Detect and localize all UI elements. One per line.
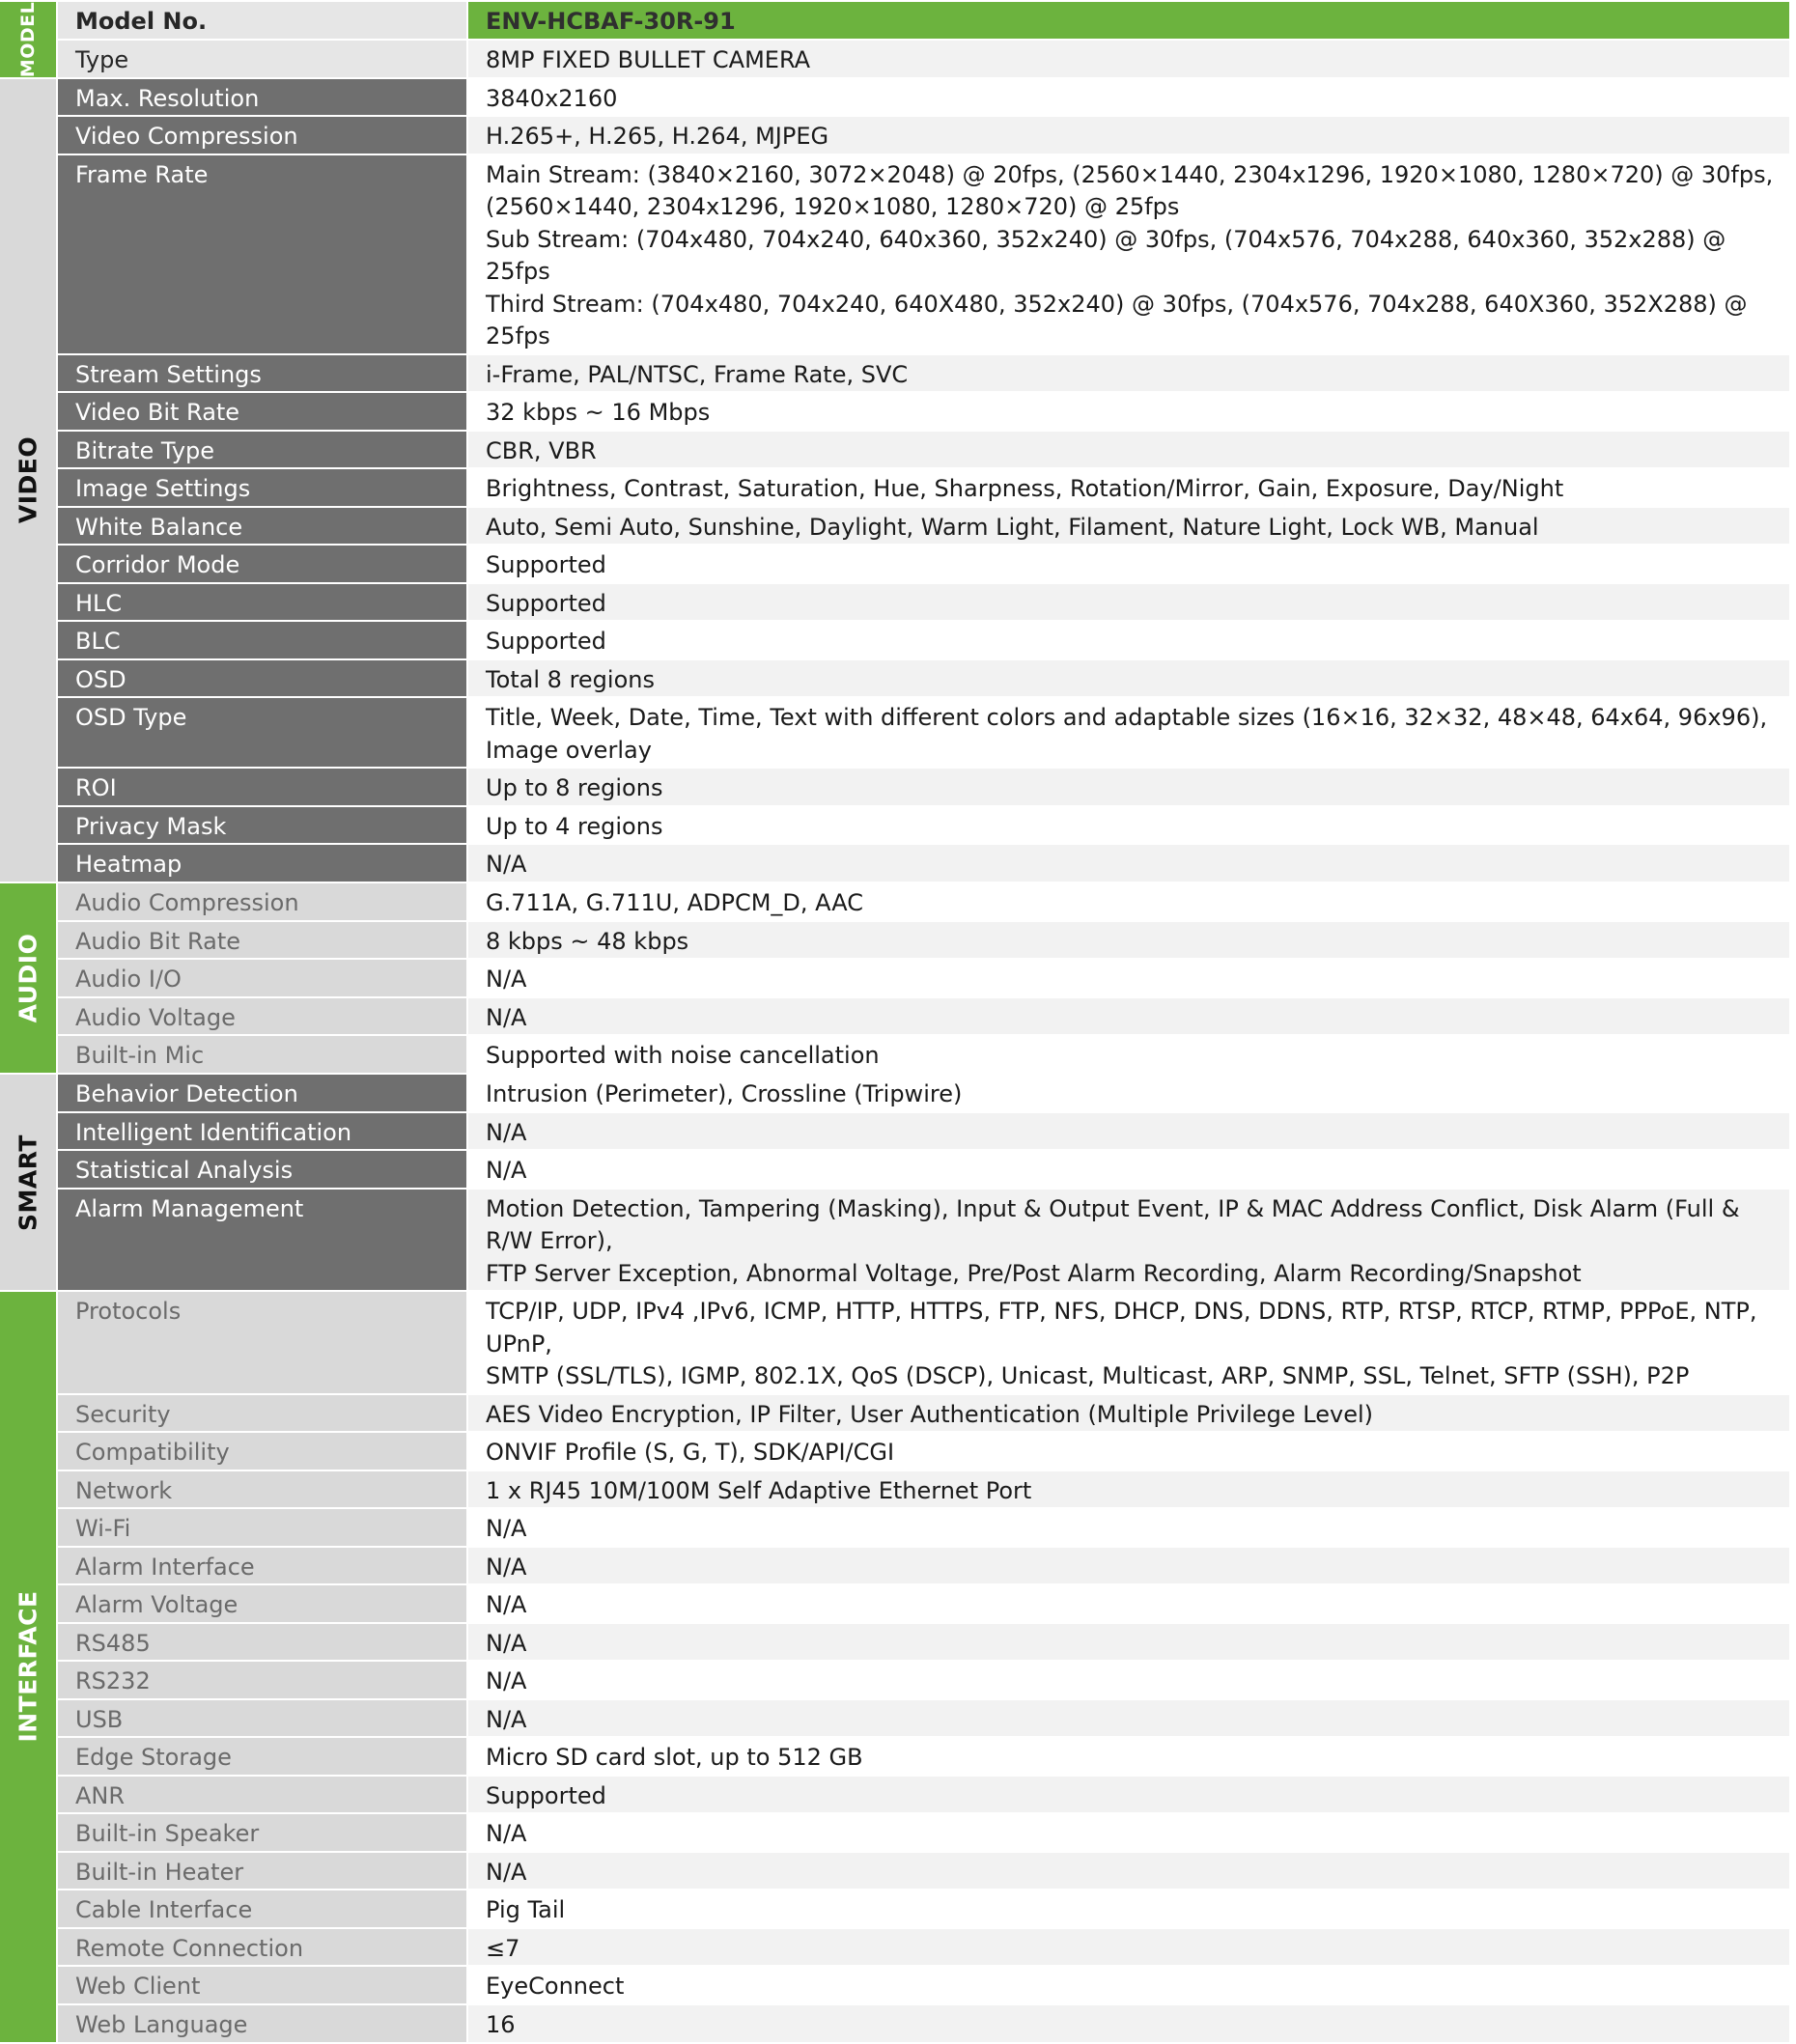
section-model xyxy=(0,2,1789,79)
spec-name: Privacy Mask xyxy=(58,807,468,844)
section-label-text: VIDEO xyxy=(14,436,42,524)
section-label xyxy=(0,1075,58,1290)
spec-row xyxy=(58,1075,1789,1113)
spec-value-line: N/A xyxy=(486,1515,527,1542)
spec-row xyxy=(58,155,1789,355)
spec-value-line: Micro SD card slot, up to 512 GB xyxy=(486,1744,863,1771)
section-label xyxy=(0,883,58,1073)
spec-value xyxy=(468,1890,1789,1927)
spec-value xyxy=(468,1853,1789,1890)
section-rows xyxy=(58,1292,1789,2042)
spec-row xyxy=(58,1433,1789,1471)
spec-row xyxy=(58,1738,1789,1777)
spec-value xyxy=(468,1433,1789,1470)
spec-value xyxy=(468,117,1789,154)
spec-row xyxy=(58,1585,1789,1624)
spec-name: BLC xyxy=(58,622,468,658)
spec-value-line: ENV-HCBAF-30R-91 xyxy=(486,8,736,35)
spec-name: Corridor Mode xyxy=(58,546,468,582)
spec-value-line: ONVIF Profile (S, G, T), SDK/API/CGI xyxy=(486,1439,895,1466)
spec-value xyxy=(468,660,1789,697)
spec-row xyxy=(58,769,1789,807)
spec-value-line: N/A xyxy=(486,851,527,878)
spec-value-line: Up to 8 regions xyxy=(486,774,663,801)
spec-row xyxy=(58,1151,1789,1190)
spec-value-line: Brightness, Contrast, Saturation, Hue, Sharpness, Rotation/Mirror, Gain, Exposure, Day/Night xyxy=(486,475,1564,502)
spec-name: Video Bit Rate xyxy=(58,393,468,430)
spec-row xyxy=(58,2005,1789,2042)
spec-name: Network xyxy=(58,1471,468,1508)
spec-value-line: 1 x RJ45 10M/100M Self Adaptive Ethernet Port xyxy=(486,1476,1032,1504)
spec-value-line: Motion Detection, Tampering (Masking), Input & Output Event, IP & MAC Address Conflict, Disk Alarm (Full & R/W Error), xyxy=(486,1194,1740,1254)
spec-name: Security xyxy=(58,1395,468,1432)
spec-value-line: Supported xyxy=(486,551,606,578)
spec-name: OSD Type xyxy=(58,698,468,767)
spec-value xyxy=(468,807,1789,844)
spec-value-line: N/A xyxy=(486,966,527,993)
spec-value-line: N/A xyxy=(486,1118,527,1146)
spec-value xyxy=(468,922,1789,959)
spec-row xyxy=(58,393,1789,432)
spec-value xyxy=(468,469,1789,506)
spec-value xyxy=(468,41,1789,77)
spec-value xyxy=(468,79,1789,116)
spec-name: Cable Interface xyxy=(58,1890,468,1927)
spec-value-line: Supported xyxy=(486,628,606,655)
spec-name: Image Settings xyxy=(58,469,468,506)
spec-name: OSD xyxy=(58,660,468,697)
spec-value xyxy=(468,355,1789,392)
spec-name: Audio Bit Rate xyxy=(58,922,468,959)
section-audio xyxy=(0,883,1789,1075)
spec-value xyxy=(468,1151,1789,1188)
spec-name: ANR xyxy=(58,1777,468,1813)
spec-row xyxy=(58,1967,1789,2005)
spec-name: Stream Settings xyxy=(58,355,468,392)
spec-value-line: N/A xyxy=(486,1591,527,1618)
spec-value xyxy=(468,1471,1789,1508)
spec-value xyxy=(468,546,1789,582)
section-rows xyxy=(58,79,1789,882)
spec-row xyxy=(58,1036,1789,1073)
spec-value-line: EyeConnect xyxy=(486,1973,625,2000)
spec-value xyxy=(468,883,1789,920)
spec-name: Model No. xyxy=(58,2,468,39)
spec-name: Web Client xyxy=(58,1967,468,2003)
spec-row xyxy=(58,1113,1789,1152)
spec-name: Protocols xyxy=(58,1292,468,1393)
spec-row xyxy=(58,1395,1789,1434)
spec-row xyxy=(58,1777,1789,1815)
spec-row xyxy=(58,355,1789,394)
spec-value xyxy=(468,1700,1789,1737)
spec-row xyxy=(58,845,1789,882)
spec-name: Remote Connection xyxy=(58,1929,468,1966)
spec-value-line: N/A xyxy=(486,1003,527,1031)
section-label xyxy=(0,79,58,882)
spec-row xyxy=(58,998,1789,1037)
spec-name: Wi-Fi xyxy=(58,1509,468,1546)
spec-value xyxy=(468,1814,1789,1851)
spec-value-line: 3840x2160 xyxy=(486,84,618,112)
spec-name: HLC xyxy=(58,584,468,621)
spec-value xyxy=(468,769,1789,805)
spec-value-line: ≤7 xyxy=(486,1934,520,1962)
spec-name: Built-in Mic xyxy=(58,1036,468,1073)
spec-value-line: N/A xyxy=(486,1553,527,1581)
spec-row xyxy=(58,1700,1789,1739)
spec-value xyxy=(468,998,1789,1035)
spec-name: Alarm Voltage xyxy=(58,1585,468,1622)
spec-value-line: Supported with noise cancellation xyxy=(486,1042,880,1069)
spec-value-line: Total 8 regions xyxy=(486,665,655,693)
spec-value xyxy=(468,393,1789,430)
spec-value-line: i-Frame, PAL/NTSC, Frame Rate, SVC xyxy=(486,360,909,388)
spec-value-line: 8MP FIXED BULLET CAMERA xyxy=(486,45,811,73)
section-label xyxy=(0,2,58,77)
spec-name: Statistical Analysis xyxy=(58,1151,468,1188)
spec-name: Edge Storage xyxy=(58,1738,468,1775)
spec-row xyxy=(58,660,1789,699)
spec-value xyxy=(468,1395,1789,1432)
spec-value xyxy=(468,622,1789,658)
spec-row xyxy=(58,584,1789,623)
spec-value-line: Auto, Semi Auto, Sunshine, Daylight, Warm Light, Filament, Nature Light, Lock WB, Manual xyxy=(486,513,1539,541)
spec-name: RS232 xyxy=(58,1662,468,1698)
spec-name: Audio Voltage xyxy=(58,998,468,1035)
spec-value-line: N/A xyxy=(486,1157,527,1184)
spec-row xyxy=(58,1890,1789,1929)
spec-row xyxy=(58,117,1789,155)
spec-name: Intelligent Identification xyxy=(58,1113,468,1150)
spec-value xyxy=(468,1777,1789,1813)
spec-name: RS485 xyxy=(58,1624,468,1661)
section-label-text: SMART xyxy=(14,1134,42,1231)
spec-value xyxy=(468,1113,1789,1150)
spec-value xyxy=(468,1967,1789,2003)
spec-value xyxy=(468,845,1789,882)
spec-name: White Balance xyxy=(58,508,468,545)
spec-name: ROI xyxy=(58,769,468,805)
spec-value xyxy=(468,1624,1789,1661)
spec-value-line: FTP Server Exception, Abnormal Voltage, Pre/Post Alarm Recording, Alarm Recording/Snapshot xyxy=(486,1259,1582,1287)
spec-value-line: Supported xyxy=(486,589,606,617)
spec-row xyxy=(58,1853,1789,1891)
spec-value-line: Up to 4 regions xyxy=(486,812,663,840)
spec-value-line: 16 xyxy=(486,2010,516,2038)
spec-name: Frame Rate xyxy=(58,155,468,353)
spec-value-line: AES Video Encryption, IP Filter, User Authentication (Multiple Privilege Level) xyxy=(486,1400,1373,1428)
spec-value-line: N/A xyxy=(486,1858,527,1886)
spec-value-line: H.265+, H.265, H.264, MJPEG xyxy=(486,123,829,150)
spec-value xyxy=(468,1662,1789,1698)
spec-value xyxy=(468,508,1789,545)
spec-value xyxy=(468,1548,1789,1584)
spec-value xyxy=(468,584,1789,621)
spec-row xyxy=(58,1471,1789,1510)
spec-value xyxy=(468,155,1789,353)
spec-name: Alarm Management xyxy=(58,1190,468,1291)
spec-value-line: N/A xyxy=(486,1705,527,1733)
spec-value xyxy=(468,1075,1789,1111)
spec-value xyxy=(468,698,1789,767)
spec-name: Max. Resolution xyxy=(58,79,468,116)
spec-name: Bitrate Type xyxy=(58,432,468,468)
spec-row xyxy=(58,807,1789,846)
spec-name: Audio Compression xyxy=(58,883,468,920)
spec-value-line: Sub Stream: (704x480, 704x240, 640x360, 352x240) @ 30fps, (704x576, 704x288, 640x360, 352x288) @ 25fps xyxy=(486,225,1726,285)
spec-value-line: 8 kbps ~ 48 kbps xyxy=(486,927,689,955)
spec-row xyxy=(58,1292,1789,1395)
section-label-text: AUDIO xyxy=(14,933,42,1023)
spec-row xyxy=(58,41,1789,77)
spec-value xyxy=(468,1292,1789,1393)
spec-row xyxy=(58,1929,1789,1968)
section-rows xyxy=(58,1075,1789,1290)
spec-row xyxy=(58,1662,1789,1700)
section-smart xyxy=(0,1075,1789,1292)
spec-value-line: Image overlay xyxy=(486,736,652,764)
spec-value-line: Pig Tail xyxy=(486,1896,566,1923)
spec-value-line: TCP/IP, UDP, IPv4 ,IPv6, ICMP, HTTP, HTTPS, FTP, NFS, DHCP, DNS, DDNS, RTP, RTSP, RTCP, RTMP, PPPoE, NTP, UPnP, xyxy=(486,1298,1757,1358)
spec-name: Compatibility xyxy=(58,1433,468,1470)
spec-row xyxy=(58,508,1789,546)
spec-row xyxy=(58,622,1789,660)
spec-name: Heatmap xyxy=(58,845,468,882)
spec-value-line: (2560×1440, 2304x1296, 1920×1080, 1280×720) @ 25fps xyxy=(486,193,1180,220)
spec-value-line: Supported xyxy=(486,1781,606,1809)
spec-value xyxy=(468,2,1789,39)
spec-name: Web Language xyxy=(58,2005,468,2042)
section-label xyxy=(0,1292,58,2042)
spec-value xyxy=(468,960,1789,996)
spec-value-line: N/A xyxy=(486,1629,527,1657)
spec-name: Type xyxy=(58,41,468,77)
spec-name: USB xyxy=(58,1700,468,1737)
spec-value xyxy=(468,1190,1789,1291)
spec-value-line: N/A xyxy=(486,1667,527,1694)
spec-row xyxy=(58,469,1789,508)
spec-name: Built-in Speaker xyxy=(58,1814,468,1851)
spec-value-line: N/A xyxy=(486,1820,527,1847)
spec-value-line: Intrusion (Perimeter), Crossline (Tripwire) xyxy=(486,1080,963,1107)
section-rows xyxy=(58,883,1789,1073)
spec-value xyxy=(468,1509,1789,1546)
spec-value xyxy=(468,1738,1789,1775)
spec-name: Video Compression xyxy=(58,117,468,154)
spec-row xyxy=(58,1548,1789,1586)
spec-value-line: Third Stream: (704x480, 704x240, 640X480, 352x240) @ 30fps, (704x576, 704x288, 640X360, 352X288) @ 25fps xyxy=(486,290,1748,350)
spec-value-line: CBR, VBR xyxy=(486,436,597,464)
spec-row xyxy=(58,79,1789,118)
section-label-text: INTERFACE xyxy=(14,1590,42,1743)
spec-value xyxy=(468,1036,1789,1073)
spec-value-line: SMTP (SSL/TLS), IGMP, 802.1X, QoS (DSCP), Unicast, Multicast, ARP, SNMP, SSL, Telnet, SFTP (SSH), P2P xyxy=(486,1362,1690,1389)
spec-value xyxy=(468,432,1789,468)
spec-value-line: 32 kbps ~ 16 Mbps xyxy=(486,399,711,426)
spec-row xyxy=(58,1814,1789,1853)
spec-name: Behavior Detection xyxy=(58,1075,468,1111)
spec-value-line: G.711A, G.711U, ADPCM_D, AAC xyxy=(486,889,863,916)
section-label-text: MODEL xyxy=(17,2,39,77)
spec-sheet xyxy=(0,2,1789,2044)
spec-row xyxy=(58,1509,1789,1548)
section-video xyxy=(0,79,1789,884)
spec-name: Audio I/O xyxy=(58,960,468,996)
section-rows xyxy=(58,2,1789,77)
spec-value xyxy=(468,1585,1789,1622)
spec-value xyxy=(468,2005,1789,2042)
spec-name: Alarm Interface xyxy=(58,1548,468,1584)
spec-row xyxy=(58,922,1789,961)
spec-name: Built-in Heater xyxy=(58,1853,468,1890)
spec-row xyxy=(58,1190,1789,1291)
spec-row xyxy=(58,960,1789,998)
spec-row xyxy=(58,546,1789,584)
spec-row xyxy=(58,2,1789,41)
spec-row xyxy=(58,883,1789,922)
spec-row xyxy=(58,1624,1789,1663)
spec-value-line: Title, Week, Date, Time, Text with different colors and adaptable sizes (16×16, 32×32, 48×48, 64x64, 96x96), xyxy=(486,704,1768,731)
spec-value-line: Main Stream: (3840×2160, 3072×2048) @ 20fps, (2560×1440, 2304x1296, 1920×1080, 1280×720) @ 30fps, xyxy=(486,160,1774,188)
spec-row xyxy=(58,698,1789,769)
spec-value xyxy=(468,1929,1789,1966)
spec-row xyxy=(58,432,1789,470)
